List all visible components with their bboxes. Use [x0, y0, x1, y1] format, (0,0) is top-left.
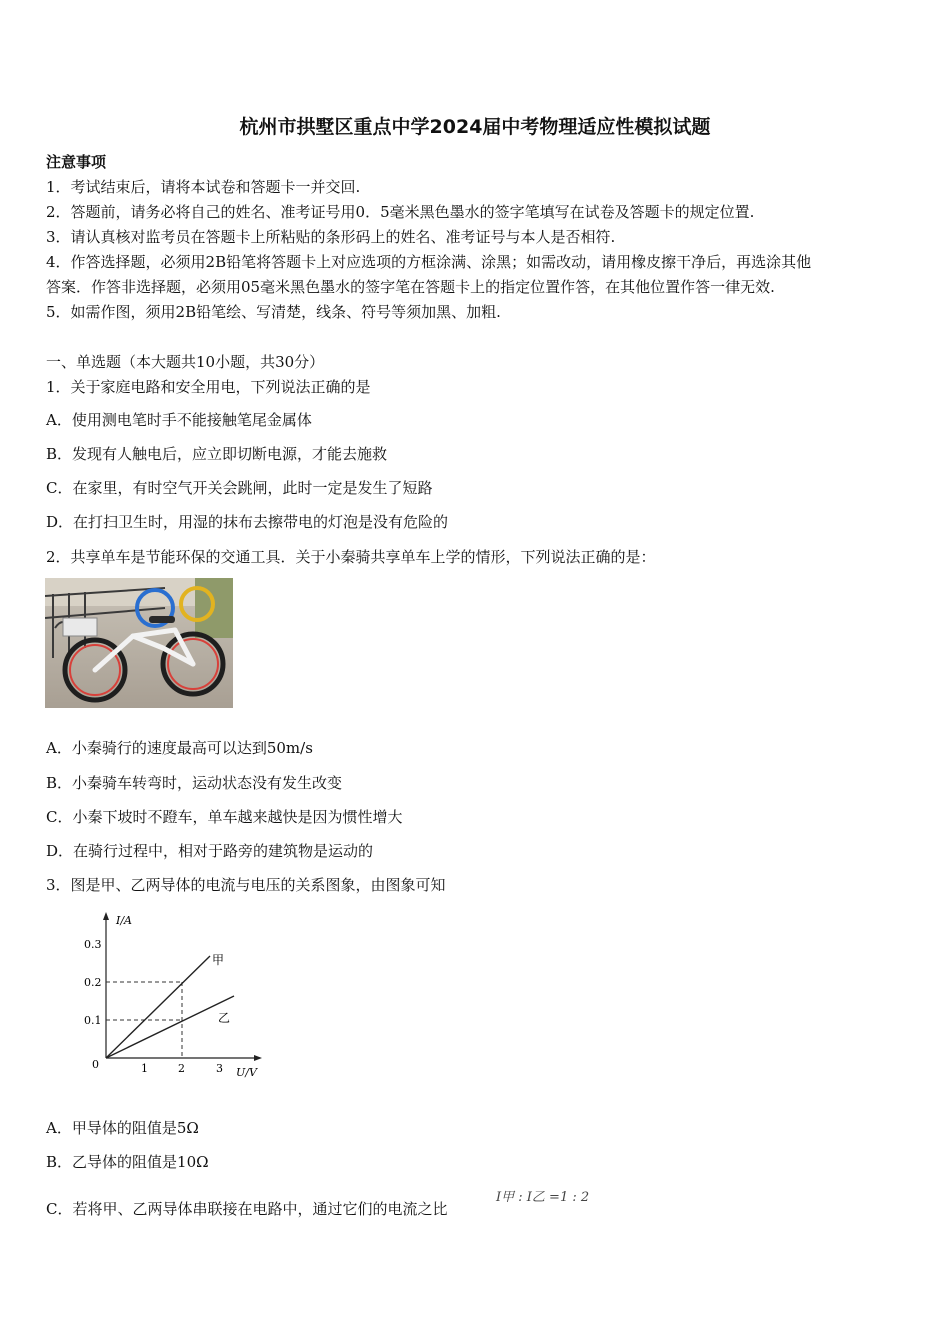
q1-stem: 1．关于家庭电路和安全用电，下列说法正确的是: [46, 378, 371, 396]
x-tick: 3: [216, 1062, 223, 1075]
notice-heading: 注意事项: [46, 153, 107, 171]
q3-stem: 3．图是甲、乙两导体的电流与电压的关系图象，由图象可知: [46, 876, 446, 894]
section-heading: 一、单选题（本大题共10小题，共30分）: [46, 353, 325, 371]
iu-graph: [78, 908, 268, 1083]
q3-option-a: A．甲导体的阻值是5Ω: [46, 1119, 199, 1137]
q1-option-c: C．在家里，有时空气开关会跳闸，此时一定是发生了短路: [46, 479, 433, 497]
q2-option-a: A．小秦骑行的速度最高可以达到50m/s: [46, 739, 313, 757]
y-tick: 0.3: [84, 938, 102, 951]
y-axis-arrow: [103, 912, 109, 920]
y-tick: 0.1: [84, 1014, 102, 1027]
q2-option-d: D．在骑行过程中，相对于路旁的建筑物是运动的: [46, 842, 374, 860]
origin-label: 0: [92, 1058, 99, 1071]
page-title: 杭州市拱墅区重点中学2024届中考物理适应性模拟试题: [239, 116, 711, 138]
notice-item: 3．请认真核对监考员在答题卡上所粘贴的条形码上的姓名、准考证号与本人是否相符.: [46, 228, 616, 246]
q1-option-b: B．发现有人触电后，应立即切断电源，才能去施救: [46, 445, 388, 463]
notice-item: 1．考试结束后，请将本试卷和答题卡一并交回.: [46, 178, 361, 196]
y-axis-label: I/A: [116, 914, 132, 927]
q3-option-c: C．若将甲、乙两导体串联接在电路中，通过它们的电流之比: [46, 1200, 448, 1218]
notice-item: 5．如需作图，须用2B铅笔绘、写清楚，线条、符号等须加黑、加粗.: [46, 303, 501, 321]
q1-option-d: D．在打扫卫生时，用湿的抹布去擦带电的灯泡是没有危险的: [46, 513, 449, 531]
line-jia: [106, 956, 210, 1058]
notice-item: 答案．作答非选择题，必须用05毫米黑色墨水的签字笔在答题卡上的指定位置作答，在其他位置作答一律无效.: [46, 278, 775, 296]
bicycle-photo: [45, 578, 233, 708]
notice-item: 2．答题前，请务必将自己的姓名、准考证号用0．5毫米黑色墨水的签字笔填写在试卷及答题卡的规定位置.: [46, 203, 755, 221]
x-axis-label: U/V: [236, 1066, 257, 1079]
q2-option-b: B．小秦骑车转弯时，运动状态没有发生改变: [46, 774, 343, 792]
q2-option-c: C．小秦下坡时不蹬车，单车越来越快是因为惯性增大: [46, 808, 403, 826]
notice-item: 4．作答选择题，必须用2B铅笔将答题卡上对应选项的方框涂满、涂黑；如需改动，请用橡皮擦干净后，再选涂其他: [46, 253, 812, 271]
q1-option-a: A．使用测电笔时手不能接触笔尾金属体: [46, 411, 312, 429]
x-tick: 2: [178, 1062, 185, 1075]
q2-stem: 2．共享单车是节能环保的交通工具．关于小秦骑共享单车上学的情形，下列说法正确的是：: [46, 548, 656, 566]
line-yi-label: 乙: [218, 1011, 231, 1025]
q3-option-b: B．乙导体的阻值是10Ω: [46, 1153, 209, 1171]
x-tick: 1: [141, 1062, 148, 1075]
current-ratio-formula: I甲 : I乙 =1 : 2: [496, 1190, 590, 1205]
line-jia-label: 甲: [212, 953, 225, 967]
line-yi: [106, 996, 234, 1058]
y-tick: 0.2: [84, 976, 102, 989]
x-axis-arrow: [254, 1055, 262, 1061]
